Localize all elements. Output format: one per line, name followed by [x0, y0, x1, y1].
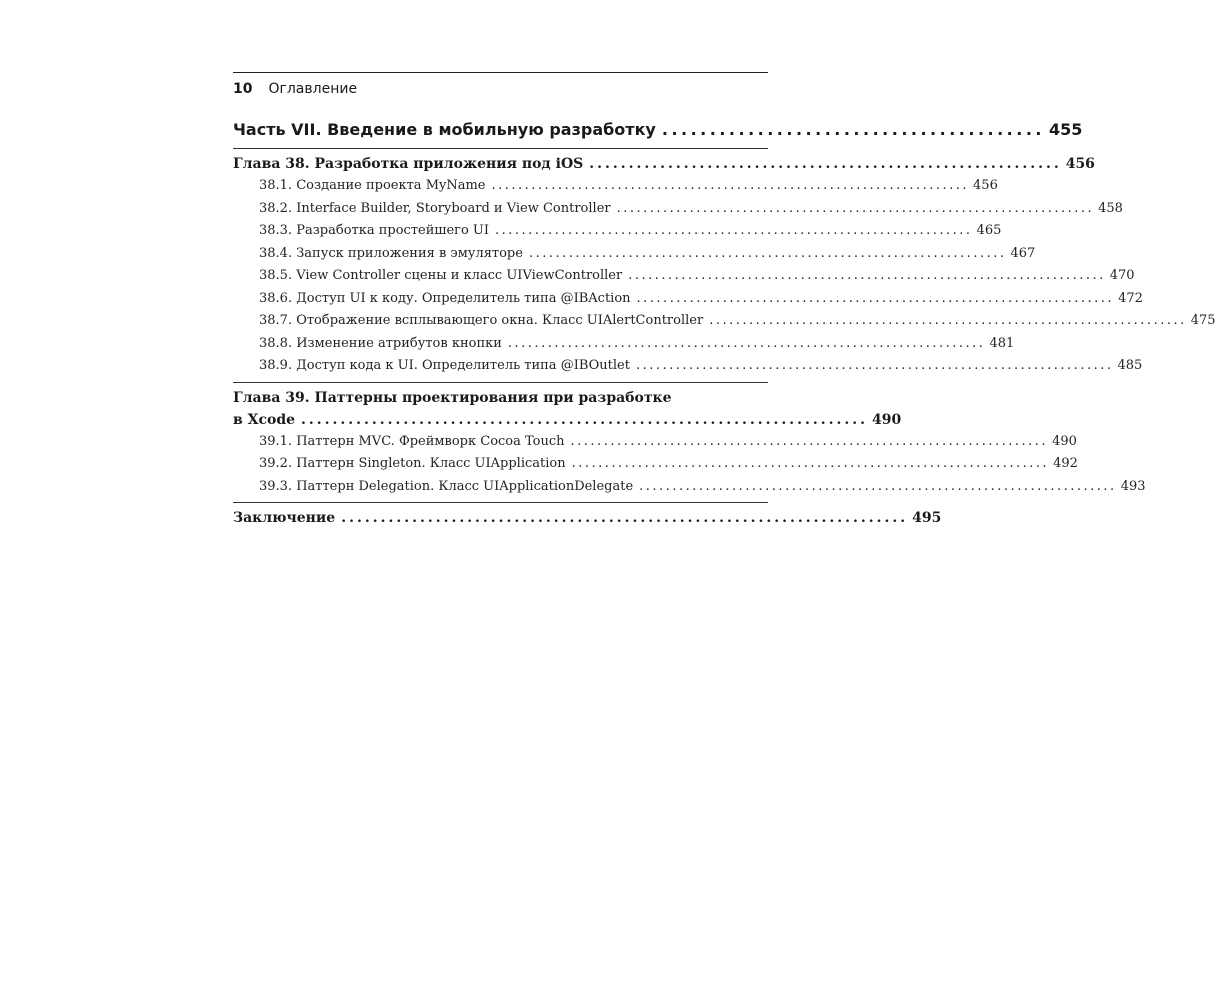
toc-entry-page: 490	[871, 411, 902, 428]
leader-dots: ........................................................................	[616, 200, 1095, 216]
toc-entry-page: 455	[1048, 120, 1083, 139]
header-rule	[233, 72, 768, 73]
toc-chapter-39[interactable]	[233, 409, 902, 431]
leader-dots: ........................................................................	[528, 245, 1007, 261]
page-number: 10	[233, 81, 253, 97]
section-divider	[233, 382, 768, 383]
toc-entry-title: 39.1. Паттерн MVC. Фреймворк Cocoa Touch	[259, 433, 565, 449]
toc-section[interactable]	[233, 198, 1123, 221]
leader-dots: ........................................................................	[495, 223, 973, 238]
toc-entry-page: 458	[1098, 200, 1123, 216]
leader-dots: ........................................	[661, 120, 1045, 139]
toc-section[interactable]	[233, 476, 1146, 499]
leader-dots: ........................................................................	[571, 456, 1050, 471]
section-divider	[233, 502, 768, 503]
toc-entry-title: 39.2. Паттерн Singleton. Класс UIApplication	[259, 456, 566, 471]
leader-dots: ........................................................................	[301, 411, 868, 428]
leader-dots: ........................................................................	[636, 290, 1115, 306]
toc-entry-title: Заключение	[233, 510, 336, 526]
toc-entry-page: 467	[1010, 245, 1036, 261]
toc-entry-page: 493	[1120, 478, 1146, 494]
toc-entry-page: 456	[1065, 156, 1095, 172]
toc-section[interactable]	[233, 453, 1078, 476]
leader-dots: ............................................................	[589, 156, 1062, 172]
toc-section[interactable]	[233, 431, 1077, 454]
section-divider	[233, 148, 768, 149]
table-of-contents	[233, 116, 1216, 529]
toc-entry-title: 38.8. Изменение атрибутов кнопки	[259, 335, 502, 351]
toc-entry-page: 472	[1118, 290, 1143, 306]
running-head	[233, 78, 768, 100]
toc-entry-page: 475	[1190, 313, 1216, 328]
toc-entry-page: 456	[973, 178, 998, 193]
leader-dots: ........................................................................	[628, 268, 1106, 283]
toc-section[interactable]	[233, 310, 1216, 333]
toc-chapter-38[interactable]	[233, 153, 1095, 175]
toc-entry-title: 38.4. Запуск приложения в эмуляторе	[259, 245, 523, 261]
toc-section[interactable]	[233, 333, 1015, 356]
toc-section[interactable]	[233, 243, 1036, 266]
toc-entry-title: 38.2. Interface Builder, Storyboard и View Controller	[259, 200, 611, 216]
toc-entry-page: 470	[1109, 268, 1135, 283]
leader-dots: ........................................................................	[491, 178, 970, 193]
toc-entry-page: 490	[1052, 433, 1077, 449]
toc-entry-title: в Xcode	[233, 411, 296, 428]
leader-dots: ........................................................................	[341, 510, 909, 526]
toc-entry-page: 481	[989, 335, 1015, 351]
toc-section[interactable]	[233, 355, 1143, 378]
leader-dots: ........................................................................	[635, 358, 1114, 373]
toc-entry-page: 485	[1117, 358, 1143, 373]
toc-entry-title: 39.3. Паттерн Delegation. Класс UIApplicationDelegate	[259, 478, 634, 494]
running-title: Оглавление	[268, 81, 358, 97]
toc-section[interactable]	[233, 220, 1002, 243]
toc-part-vii[interactable]	[233, 116, 1083, 144]
toc-entry-page: 465	[976, 223, 1002, 238]
toc-chapter-39-title-line1[interactable]: Глава 39. Паттерны проектирования при разработке	[233, 389, 672, 406]
toc-entry-title: 38.7. Отображение всплывающего окна. Класс UIAlertController	[259, 313, 704, 328]
leader-dots: ........................................................................	[570, 433, 1049, 449]
toc-entry-title: 38.6. Доступ UI к коду. Определитель типа @IBAction	[259, 290, 631, 306]
toc-conclusion[interactable]	[233, 507, 942, 529]
leader-dots: ........................................................................	[639, 478, 1117, 494]
toc-section[interactable]	[233, 288, 1143, 311]
toc-entry-title: 38.3. Разработка простейшего UI	[259, 223, 490, 238]
toc-section[interactable]	[233, 175, 998, 198]
leader-dots: ........................................................................	[507, 335, 986, 351]
toc-entry-page: 495	[912, 510, 942, 526]
toc-entry-title: Часть VII. Введение в мобильную разработку	[233, 120, 656, 139]
toc-entry-title: 38.1. Создание проекта MyName	[259, 178, 486, 193]
leader-dots: ........................................................................	[709, 313, 1187, 328]
toc-entry-title: 38.5. View Controller сцены и класс UIViewController	[259, 268, 623, 283]
toc-section[interactable]	[233, 265, 1135, 288]
toc-entry-page: 492	[1053, 456, 1078, 471]
toc-entry-title: Глава 38. Разработка приложения под iOS	[233, 156, 584, 172]
toc-entry-title: 38.9. Доступ кода к UI. Определитель типа @IBOutlet	[259, 358, 630, 373]
